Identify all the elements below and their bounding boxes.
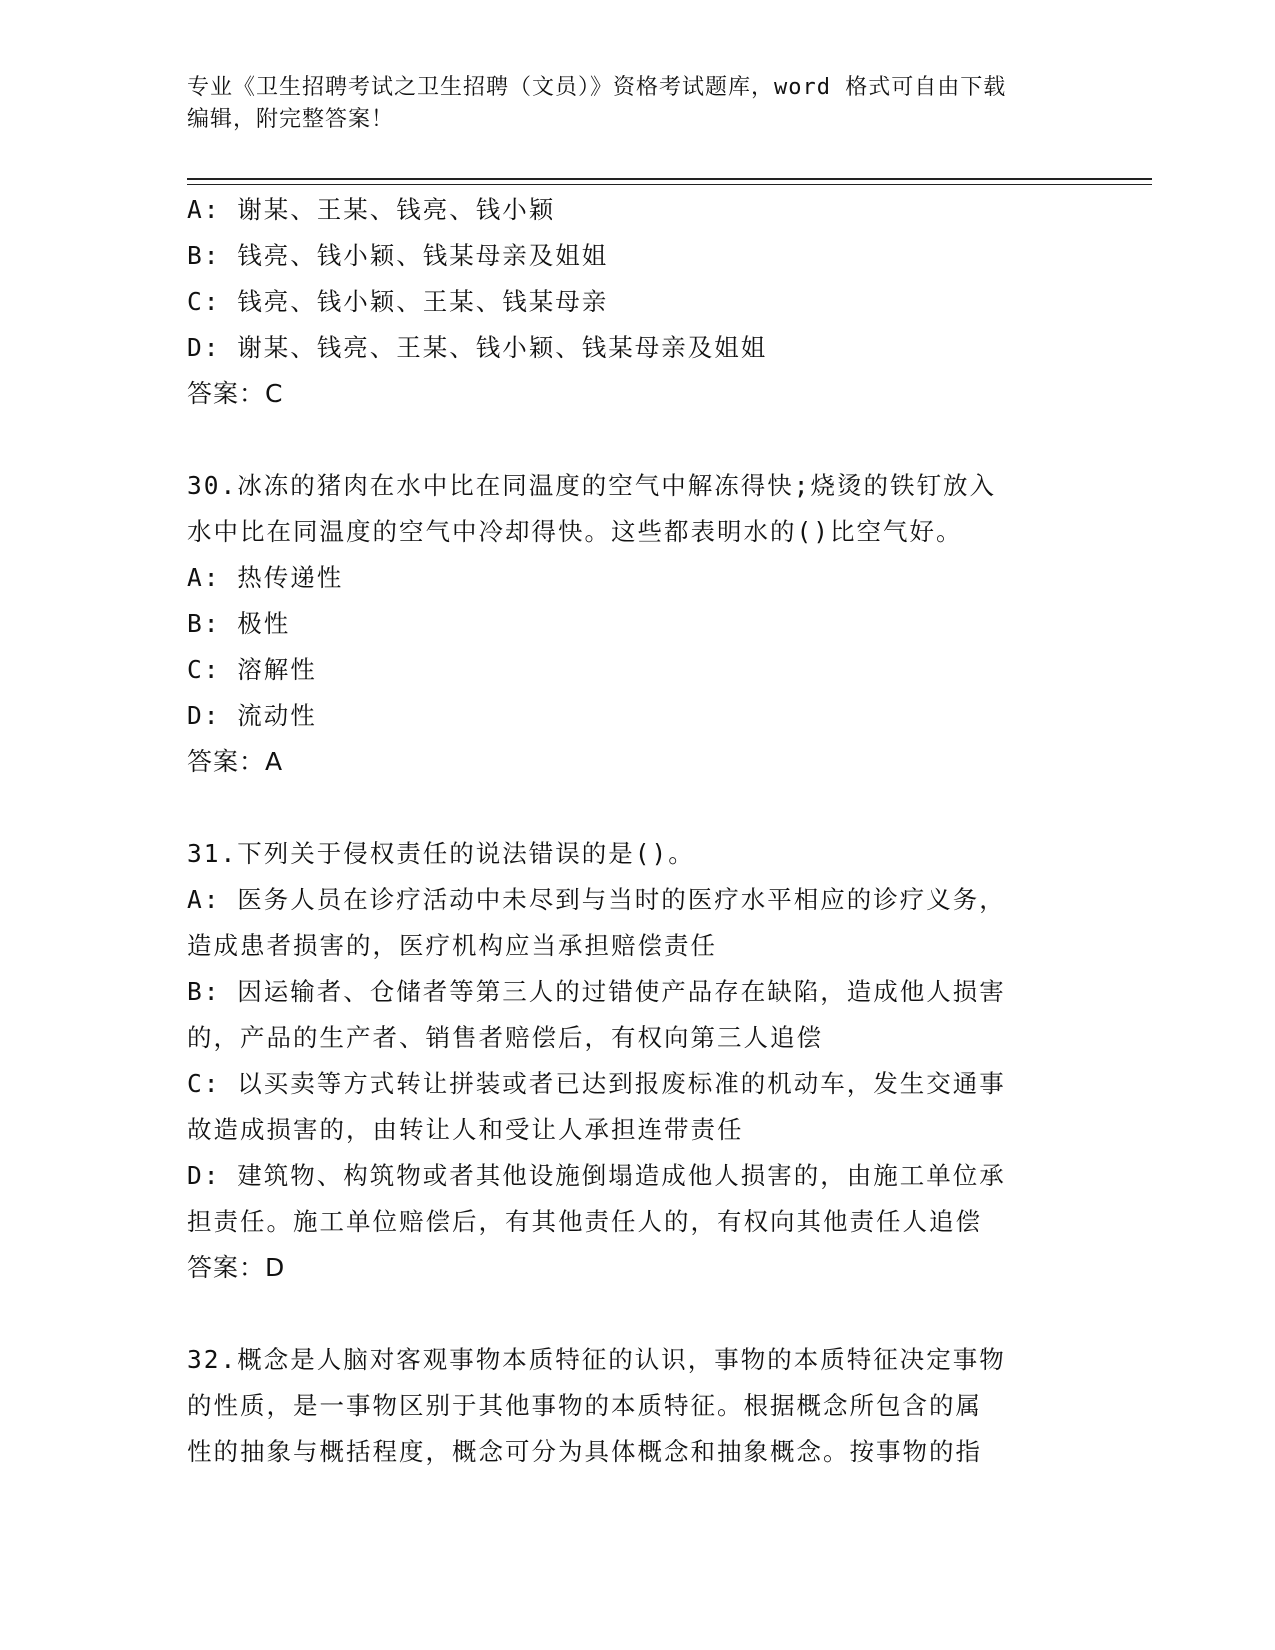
- option-d-continued: 担责任。施工单位赔偿后，有其他责任人的，有权向其他责任人追偿: [187, 1207, 982, 1236]
- header-rule-thin: [187, 184, 1152, 185]
- question-stem-line: 的性质，是一事物区别于其他事物的本质特征。根据概念所包含的属: [187, 1391, 982, 1420]
- answer-line: 答案：A: [187, 747, 284, 776]
- option-a: A: 医务人员在诊疗活动中未尽到与当时的医疗水平相应的诊疗义务，: [187, 885, 1006, 914]
- option-a: A: 热传递性: [187, 563, 344, 592]
- option-a: A: 谢某、王某、钱亮、钱小颖: [187, 195, 556, 224]
- spacer: [187, 785, 1127, 831]
- option-d: D: 谢某、钱亮、王某、钱小颖、钱某母亲及姐姐: [187, 333, 768, 362]
- question-32: [187, 1337, 1127, 1475]
- option-b: B: 极性: [187, 609, 291, 638]
- option-b-continued: 的，产品的生产者、销售者赔偿后，有权向第三人追偿: [187, 1023, 823, 1052]
- option-c: C: 溶解性: [187, 655, 317, 684]
- option-d: D: 建筑物、构筑物或者其他设施倒塌造成他人损害的，由施工单位承: [187, 1161, 1006, 1190]
- option-c-continued: 故造成损害的，由转让人和受让人承担连带责任: [187, 1115, 744, 1144]
- question-stem-line: 水中比在同温度的空气中冷却得快。这些都表明水的()比空气好。: [187, 517, 963, 546]
- header-line-2: 编辑，附完整答案！: [187, 107, 395, 132]
- question-stem-line: 30.冰冻的猪肉在水中比在同温度的空气中解冻得快;烧烫的铁钉放入: [187, 471, 996, 500]
- option-c: C: 钱亮、钱小颖、王某、钱某母亲: [187, 287, 609, 316]
- option-c: C: 以买卖等方式转让拼装或者已达到报废标准的机动车，发生交通事: [187, 1069, 1006, 1098]
- document-header: [187, 72, 1087, 136]
- header-rule-thick: [187, 178, 1152, 180]
- question-31: [187, 831, 1127, 1291]
- answer-line: 答案：C: [187, 379, 284, 408]
- header-line-1: 专业《卫生招聘考试之卫生招聘（文员）》资格考试题库，word 格式可自由下载: [187, 75, 1007, 100]
- question-content: [187, 187, 1127, 1475]
- option-b: B: 钱亮、钱小颖、钱某母亲及姐姐: [187, 241, 609, 270]
- question-stem-line: 32.概念是人脑对客观事物本质特征的认识，事物的本质特征决定事物: [187, 1345, 1006, 1374]
- answer-line: 答案：D: [187, 1253, 286, 1282]
- spacer: [187, 1291, 1127, 1337]
- question-stem-line: 31.下列关于侵权责任的说法错误的是()。: [187, 839, 695, 868]
- option-b: B: 因运输者、仓储者等第三人的过错使产品存在缺陷，造成他人损害: [187, 977, 1006, 1006]
- question-29: [187, 187, 1127, 417]
- question-30: [187, 463, 1127, 785]
- option-d: D: 流动性: [187, 701, 317, 730]
- option-a-continued: 造成患者损害的，医疗机构应当承担赔偿责任: [187, 931, 717, 960]
- question-stem-line: 性的抽象与概括程度，概念可分为具体概念和抽象概念。按事物的指: [187, 1437, 982, 1466]
- spacer: [187, 417, 1127, 463]
